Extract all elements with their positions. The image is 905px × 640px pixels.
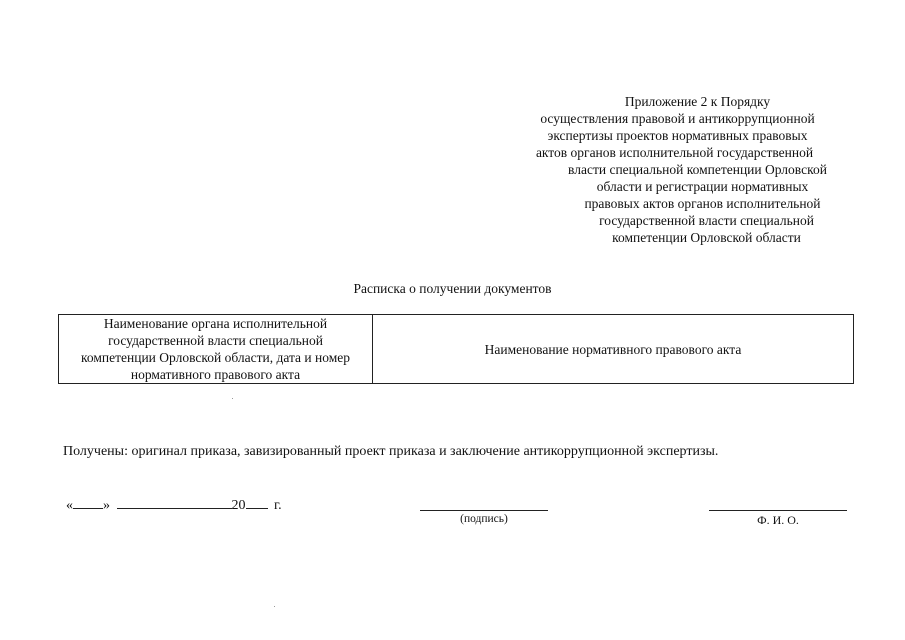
- appendix-line: правовых актов органов исполнительной: [584, 196, 821, 211]
- appendix-line: актов органов исполнительной государственной: [535, 145, 814, 160]
- appendix-line: компетенции Орловской области: [612, 230, 801, 245]
- appendix-line: Приложение 2 к Порядку: [624, 94, 771, 109]
- year-blank: [246, 496, 268, 509]
- receipt-table: [58, 314, 854, 384]
- appendix-line: государственной власти специальной: [599, 213, 814, 228]
- header-line: компетенции Орловской области, дата и номер: [80, 350, 351, 365]
- name-line: [709, 510, 847, 511]
- signature-caption: (подпись): [460, 513, 508, 525]
- header-line: Наименование органа исполнительной: [103, 316, 328, 331]
- close-quote: »: [103, 498, 110, 513]
- document-title: Расписка о получении документов: [353, 281, 552, 296]
- header-cell-act-name: Наименование нормативного правового акта: [373, 315, 854, 384]
- scan-speck: [274, 606, 275, 607]
- year-suffix: г.: [274, 498, 282, 513]
- received-statement: Получены: оригинал приказа, завизированный проект приказа и заключение антикоррупционной экспертизы.: [63, 444, 719, 459]
- date-field: [66, 496, 282, 514]
- appendix-line: экспертизы проектов нормативных правовых: [547, 128, 808, 143]
- header-line: государственной власти специальной: [108, 333, 323, 348]
- month-blank: [117, 496, 232, 509]
- scan-speck: [232, 398, 233, 399]
- appendix-header: [505, 93, 850, 246]
- table-header-row: [59, 315, 854, 384]
- header-line: нормативного правового акта: [130, 367, 301, 382]
- header-cell-authority: [59, 315, 373, 384]
- signature-line: [420, 510, 548, 511]
- appendix-line: осуществления правовой и антикоррупционной: [540, 111, 815, 126]
- open-quote: «: [66, 498, 73, 513]
- year-prefix: 20: [231, 498, 246, 513]
- name-caption: Ф. И. О.: [757, 513, 799, 527]
- day-blank: [73, 496, 103, 509]
- appendix-line: области и регистрации нормативных: [596, 179, 809, 194]
- appendix-line: власти специальной компетенции Орловской: [568, 162, 827, 177]
